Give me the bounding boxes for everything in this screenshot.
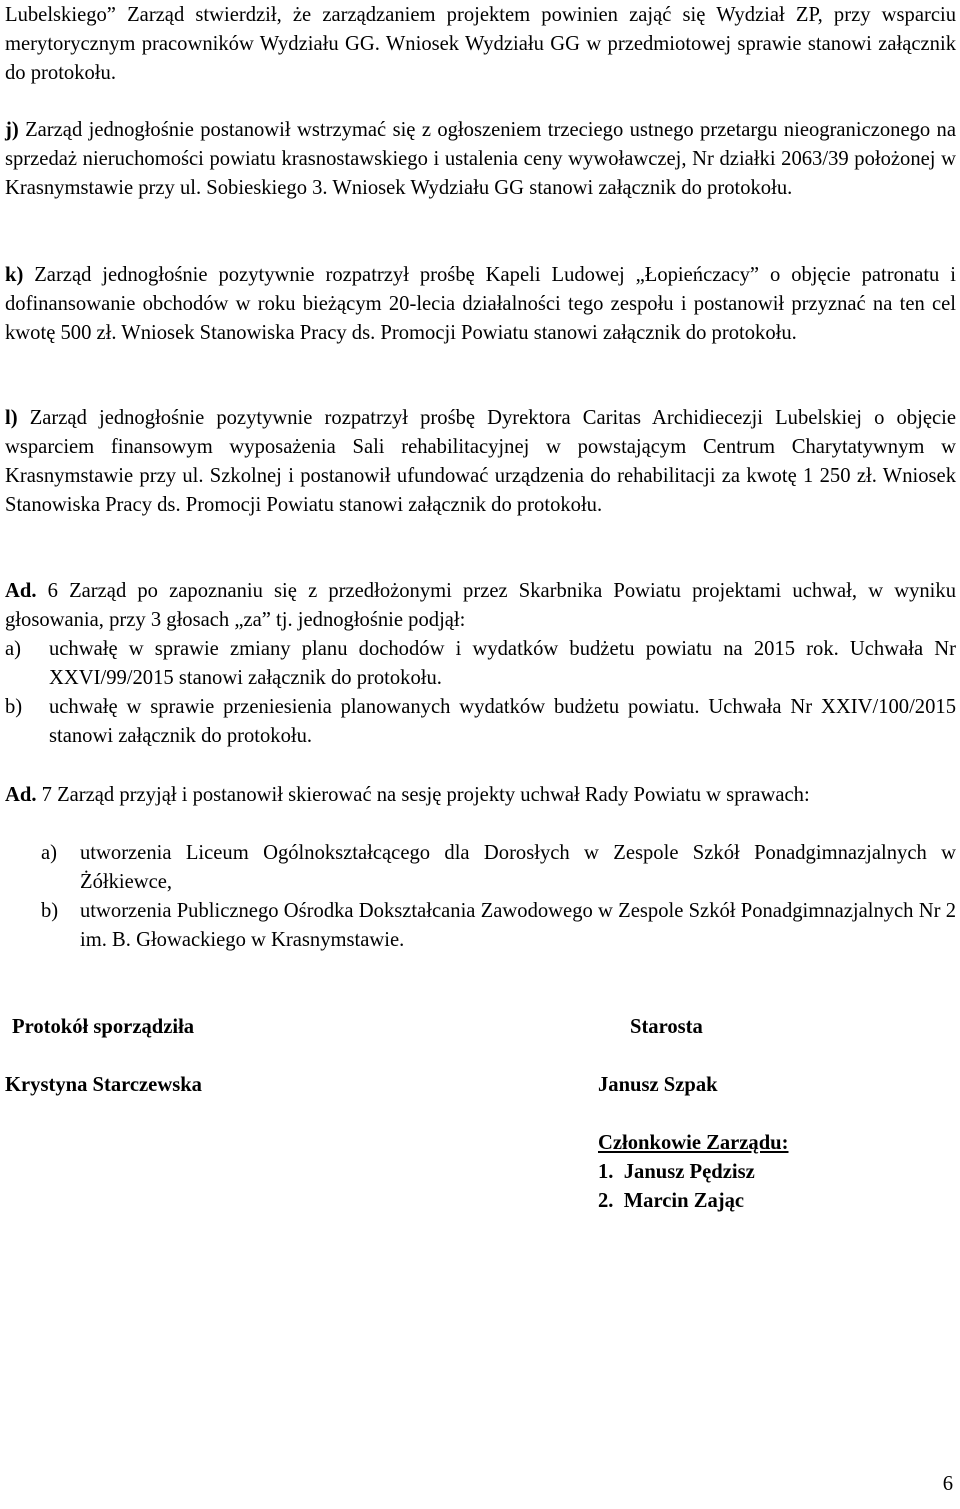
ad6-item-b-text: uchwałę w sprawie przeniesienia planowanych wydatków budżetu powiatu. Uchwała Nr XXIV/100/2015 stanowi załącznik do protokołu. bbox=[49, 696, 956, 747]
board-members-title: Członkowie Zarządu: bbox=[598, 1132, 789, 1154]
item-k bbox=[5, 261, 956, 348]
ad7-item-a bbox=[5, 839, 956, 897]
item-l-label: l) bbox=[5, 407, 18, 429]
ad6-item-b bbox=[5, 693, 956, 751]
ad6-intro bbox=[5, 577, 956, 635]
ad6-item-b-label: b) bbox=[5, 696, 23, 718]
ad7-item-a-text: utworzenia Liceum Ogólnokształcącego dla Dorosłych w Zespole Szkół Ponadgimnazjalnych w Żółkiewce, bbox=[80, 842, 956, 893]
ad6-text: 6 Zarząd po zapoznaniu się z przedłożonymi przez Skarbnika Powiatu projektami uchwał, w wyniku głosowania, przy 3 głosach „za” tj. jednogłośnie podjął: bbox=[5, 580, 956, 631]
ad6-item-a bbox=[5, 635, 956, 693]
item-j-label: j) bbox=[5, 119, 19, 141]
recorder-name: Krystyna Starczewska bbox=[5, 1074, 202, 1096]
ad7-label: Ad. bbox=[5, 784, 37, 806]
item-k-label: k) bbox=[5, 264, 24, 286]
ad7-item-b-label: b) bbox=[41, 900, 59, 922]
ad6-item-a-label: a) bbox=[5, 638, 21, 660]
ad7-item-b-text: utworzenia Publicznego Ośrodka Dokształcania Zawodowego w Zespole Szkół Ponadgimnazjalnych Nr 2 im. B. Głowackiego w Krasnymstawie. bbox=[80, 900, 956, 951]
ad6-item-a-text: uchwałę w sprawie zmiany planu dochodów i wydatków budżetu powiatu na 2015 rok. Uchwała Nr XXVI/99/2015 stanowi załącznik do protokołu. bbox=[49, 638, 956, 689]
item-j bbox=[5, 116, 956, 203]
top-paragraph bbox=[5, 1, 956, 88]
ad7-intro bbox=[5, 781, 956, 810]
top-paragraph-text: Lubelskiego” Zarząd stwierdził, że zarządzaniem projektem powinien zająć się Wydział ZP, przy wsparciu merytorycznym pracowników Wydziału GG. Wniosek Wydziału GG w przedmiotowej sprawie stanowi załącznik do protokołu. bbox=[5, 4, 956, 84]
ad7-item-b bbox=[5, 897, 956, 955]
ad6-label: Ad. bbox=[5, 580, 37, 602]
item-j-text: Zarząd jednogłośnie postanowił wstrzymać się z ogłoszeniem trzeciego ustnego przetargu nieograniczonego na sprzedaż nieruchomości powiatu krasnostawskiego i ustalenia ceny wywoławczej, Nr działki 2063/39 położonej w Krasnymstawie przy ul. Sobieskiego 3. Wniosek Wydziału GG stanowi załącznik do protokołu. bbox=[5, 119, 956, 199]
recorder-title: Protokół sporządziła bbox=[12, 1016, 195, 1038]
ad7-text: 7 Zarząd przyjął i postanowił skierować na sesję projekty uchwał Rady Powiatu w sprawach: bbox=[36, 784, 810, 806]
item-k-text: Zarząd jednogłośnie pozytywnie rozpatrzył prośbę Kapeli Ludowej „Łopieńczacy” o objęcie patronatu i dofinansowanie obchodów w roku bieżącym 20-lecia działalności tego zespołu i postanowił przyznać na ten cel kwotę 500 zł. Wniosek Stanowiska Pracy ds. Promocji Powiatu stanowi załącznik do protokołu. bbox=[5, 264, 956, 344]
starosta-title: Starosta bbox=[630, 1016, 703, 1038]
starosta-name: Janusz Szpak bbox=[598, 1074, 718, 1096]
page-number: 6 bbox=[942, 1473, 953, 1495]
item-l bbox=[5, 404, 956, 520]
board-member-2: 2. Marcin Zając bbox=[598, 1190, 745, 1212]
item-l-text: Zarząd jednogłośnie pozytywnie rozpatrzył prośbę Dyrektora Caritas Archidiecezji Lubelskiej o objęcie wsparciem finansowym wyposażenia Sali rehabilitacyjnej w powstającym Centrum Charytatywnym w Krasnymstawie przy ul. Szkolnej i postanowił ufundować urządzenia do rehabilitacji za kwotę 1 250 zł. Wniosek Stanowiska Pracy ds. Promocji Powiatu stanowi załącznik do protokołu. bbox=[5, 407, 956, 516]
ad7-item-a-label: a) bbox=[41, 842, 57, 864]
board-member-1: 1. Janusz Pędzisz bbox=[598, 1161, 755, 1183]
